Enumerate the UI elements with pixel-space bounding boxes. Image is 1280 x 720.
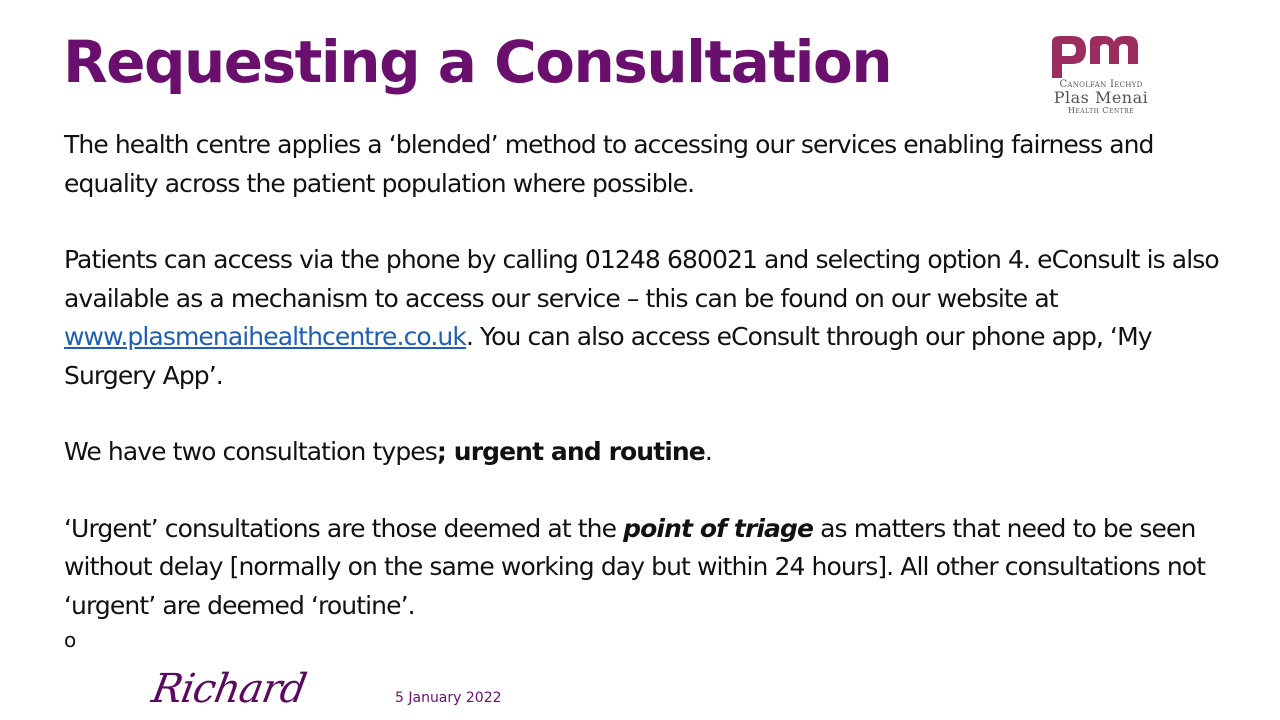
slide-body <box>64 126 1249 625</box>
urgent-lead: ‘Urgent’ consultations are those deemed at the <box>64 513 624 543</box>
signature-richard <box>148 658 310 712</box>
types-bold: ; urgent and routine <box>436 437 705 466</box>
types-end: . <box>704 437 712 466</box>
slide-date: 5 January 2022 <box>395 690 502 706</box>
logo-line-welsh: Canolfan Iechyd <box>1059 79 1143 90</box>
paragraph-urgent-definition <box>64 510 1249 626</box>
urgent-tail: as matters that need to be seen without delay [normally on the same working day but within 24 hours]. All other consultations not ‘urgent’ are deemed ‘routine’. <box>64 513 1206 620</box>
pm-logo-mark-icon <box>1042 32 1146 82</box>
plas-menai-logo <box>1036 32 1166 116</box>
paragraph-access-methods <box>64 241 1249 395</box>
access-text-tail: . You can also access eConsult through our phone app, ‘My Surgery App’. <box>64 322 1152 390</box>
logo-line-name: Plas Menai <box>1053 88 1149 107</box>
logo-line-english: Health Centre <box>1067 106 1135 115</box>
website-link[interactable]: www.plasmenaihealthcentre.co.uk <box>64 322 466 351</box>
triage-emphasis: point of triage <box>623 513 814 543</box>
stray-character: o <box>64 628 77 652</box>
signature-text: Richard <box>148 665 310 712</box>
slide-title: Requesting a Consultation <box>63 28 892 96</box>
paragraph-consultation-types <box>64 433 1249 472</box>
access-text: Patients can access via the phone by calling 01248 680021 and selecting option 4. eConsult is also available as a mechanism to access our service – this can be found on our website at <box>64 245 1219 313</box>
paragraph-blended-method: The health centre applies a ‘blended’ method to accessing our services enabling fairness and equality across the patient population where possible. <box>64 130 1154 198</box>
types-lead: We have two consultation types <box>64 437 437 466</box>
